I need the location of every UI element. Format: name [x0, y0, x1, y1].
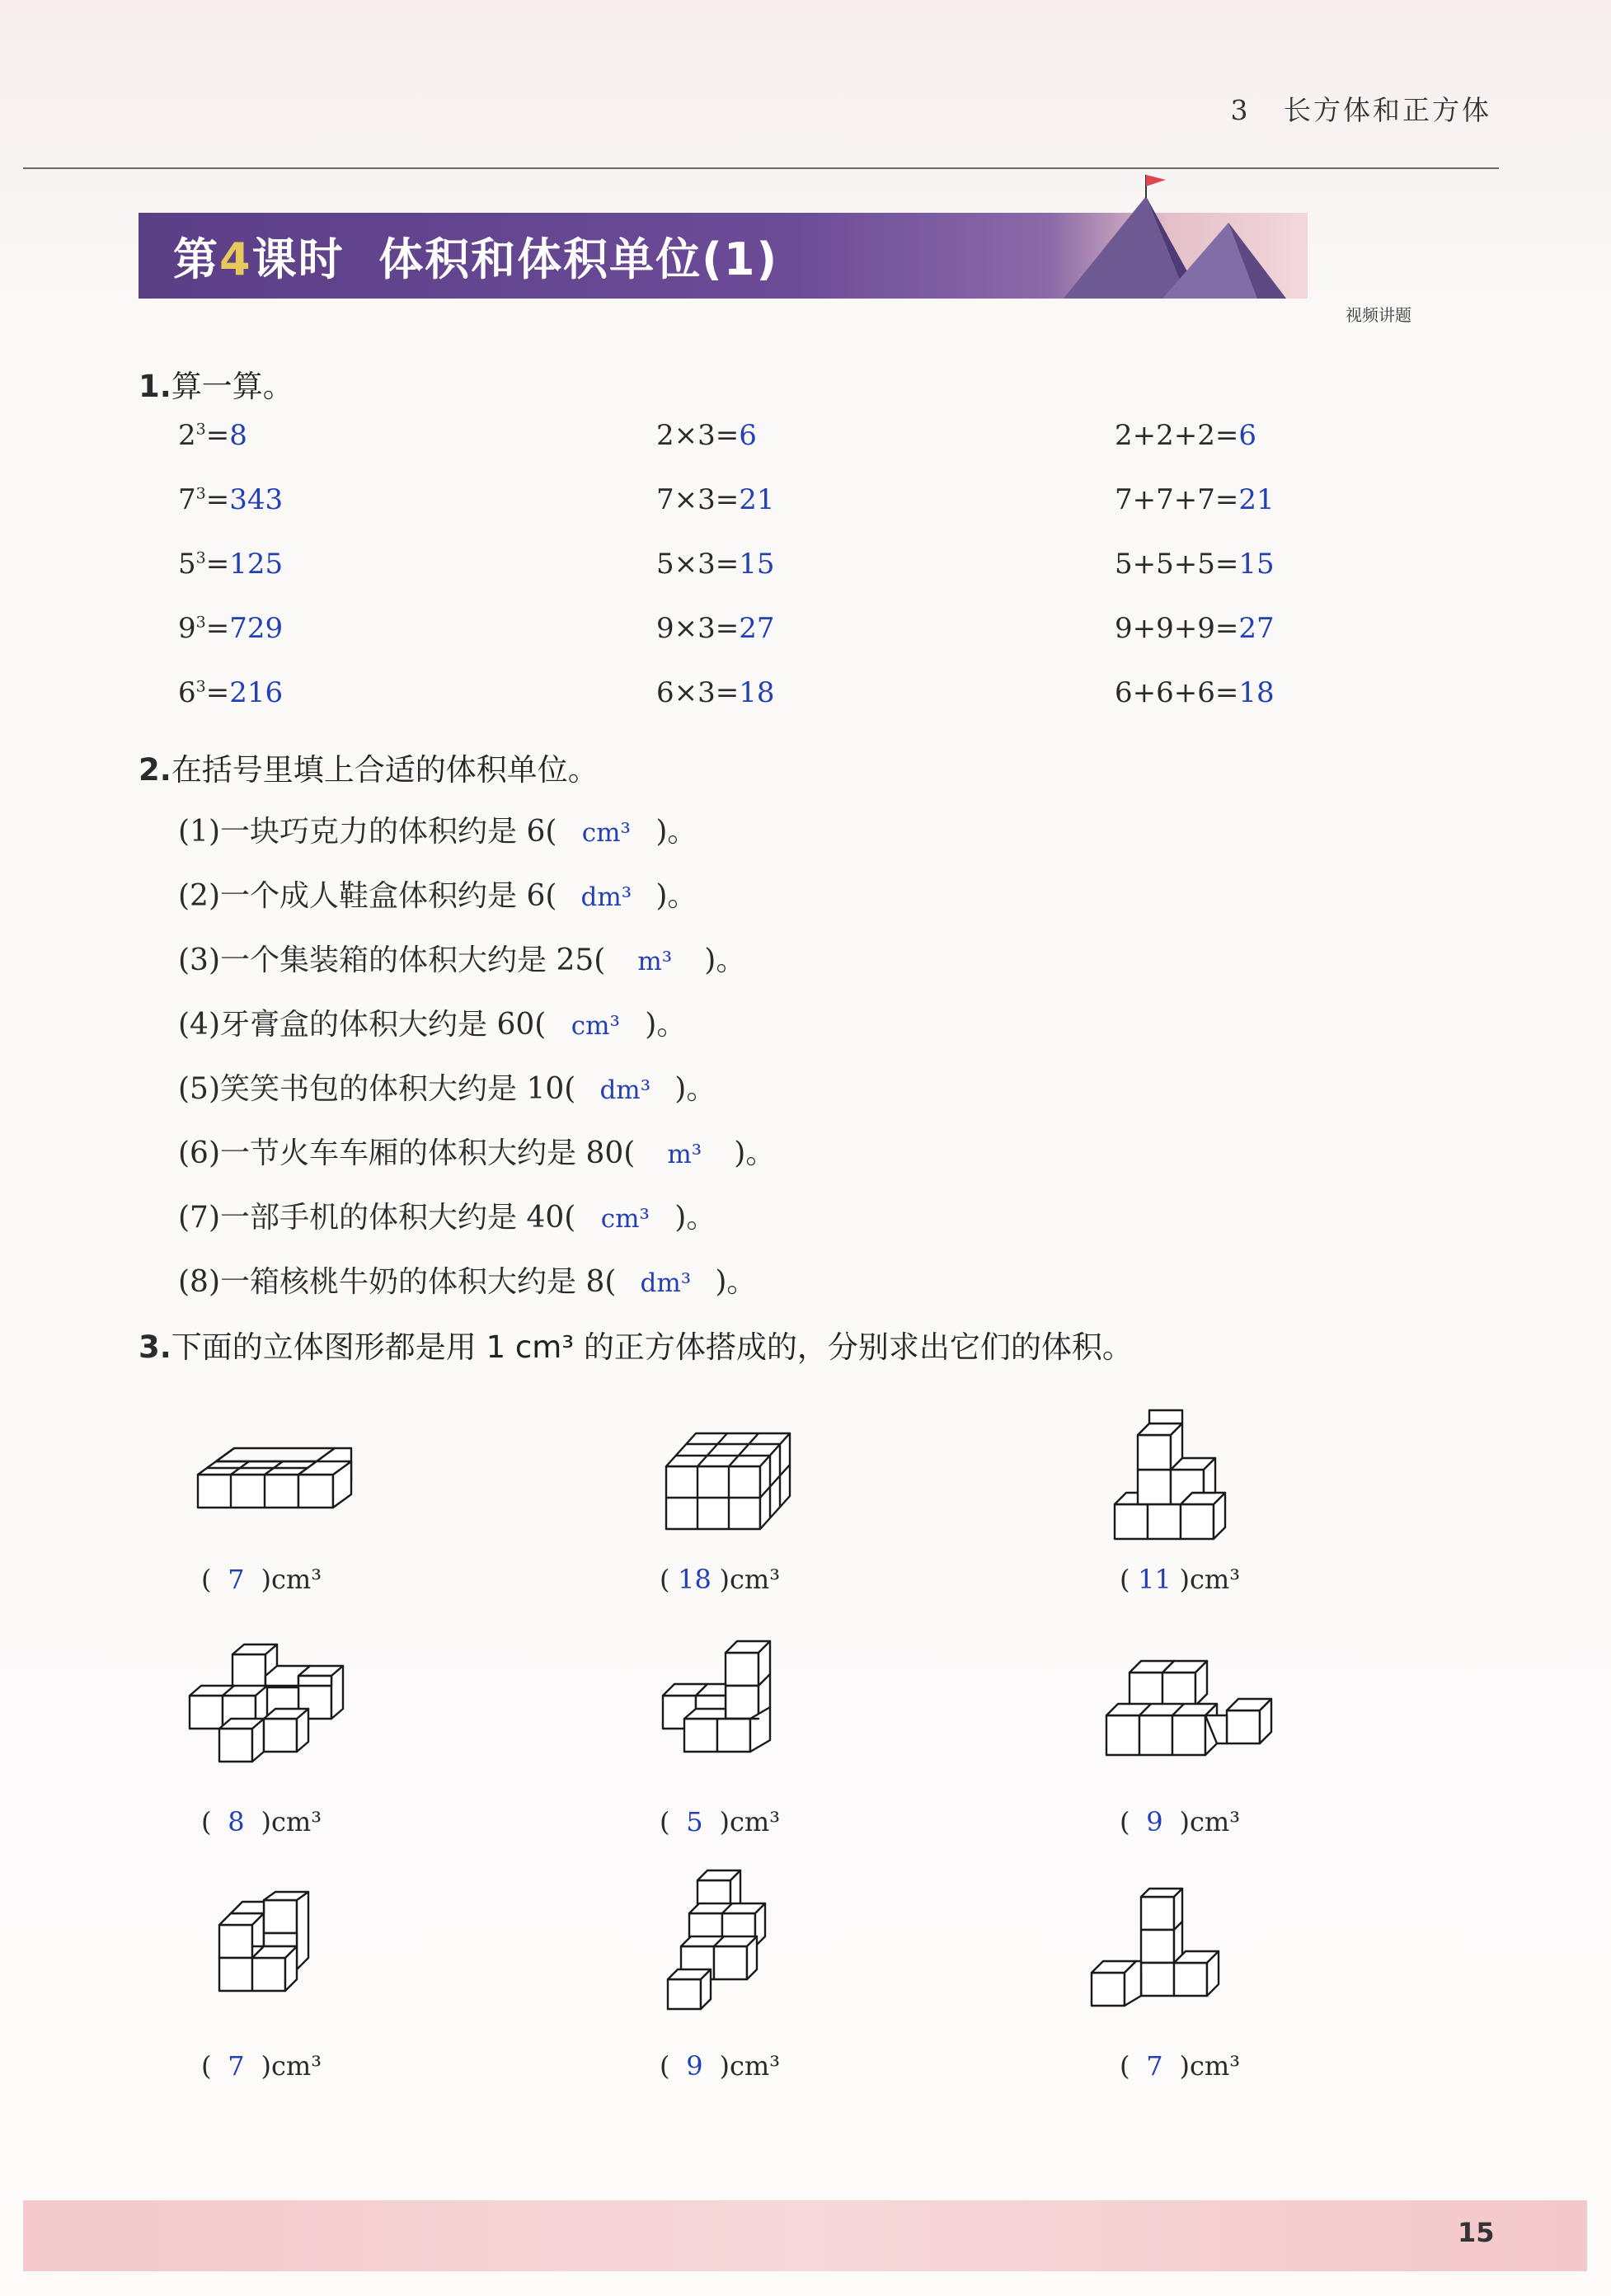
calc-item: 2×3=6 [656, 419, 757, 452]
volume-answer[interactable]: 5 [686, 1806, 703, 1837]
cube-caption: ( 8 )cm³ [201, 1806, 322, 1837]
calc-answer[interactable]: 18 [1238, 676, 1275, 709]
volume-answer[interactable]: 7 [1146, 2050, 1163, 2082]
volume-answer[interactable]: 18 [678, 1564, 712, 1595]
calc-item: 5×3=15 [656, 548, 775, 581]
running-head [1231, 89, 1491, 128]
unit-answer[interactable]: m³ [637, 947, 673, 976]
unit-fill-item: (7)一部手机的体积大约是 40( cm³ )。 [178, 1201, 716, 1235]
calc-answer[interactable]: 27 [739, 612, 775, 645]
calc-answer[interactable]: 6 [739, 419, 757, 452]
unit-answer[interactable]: m³ [667, 1140, 702, 1169]
calc-item: $5^3=125$ [178, 548, 284, 581]
chapter-title: 长方体和正方体 [1284, 94, 1491, 126]
calc-item: 6+6+6=18 [1115, 676, 1275, 709]
calc-answer[interactable]: 27 [1238, 612, 1275, 645]
calc-item: $7^3=343$ [178, 483, 284, 516]
lesson-title: 第4课时 体积和体积单位(1) [173, 233, 779, 285]
calc-item: $2^3=8$ [178, 419, 247, 452]
cube-figure-4 [186, 1643, 359, 1765]
cube-caption: ( 9 )cm³ [660, 2050, 781, 2082]
unit-answer[interactable]: cm³ [600, 1204, 650, 1234]
question-3-title: 3.下面的立体图形都是用 1 cm³ 的正方体搭成的，分别求出它们的体积。 [139, 1329, 1133, 1365]
cube-figure-8 [665, 1869, 796, 2014]
question-2-title: 2.在括号里填上合适的体积单位。 [139, 752, 599, 788]
calc-answer[interactable]: 6 [1238, 419, 1257, 452]
footer-band [23, 2200, 1587, 2271]
calc-answer[interactable]: 18 [739, 676, 775, 709]
calc-answer[interactable]: 21 [1238, 483, 1275, 516]
calc-answer[interactable]: 8 [229, 419, 247, 452]
cube-figure-1 [195, 1445, 359, 1527]
lesson-topic: 体积和体积单位(1) [378, 233, 779, 285]
calc-answer[interactable]: 125 [229, 548, 284, 581]
cube-caption: ( 18 )cm³ [660, 1564, 781, 1595]
mountain-flag-icon [1064, 173, 1311, 299]
cube-caption: ( 7 )cm³ [1120, 2050, 1241, 2082]
question-1-title: 1.算一算。 [139, 369, 294, 404]
cube-caption: ( 7 )cm³ [201, 1564, 322, 1595]
calc-item: 9+9+9=27 [1115, 612, 1275, 645]
lesson-number: 4 [219, 233, 252, 285]
volume-answer[interactable]: 7 [228, 1564, 245, 1595]
unit-answer[interactable]: dm³ [640, 1268, 692, 1298]
calc-item: 9×3=27 [656, 612, 775, 645]
calc-answer[interactable]: 15 [1238, 548, 1275, 581]
calc-answer[interactable]: 216 [229, 676, 284, 709]
cube-figure-9 [1088, 1879, 1253, 2019]
calc-item: $9^3=729$ [178, 612, 284, 645]
volume-answer[interactable]: 9 [1146, 1806, 1163, 1837]
cube-figure-5 [660, 1633, 791, 1765]
cube-caption: ( 11 )cm³ [1120, 1564, 1241, 1595]
unit-fill-item: (4)牙膏盒的体积大约是 60( cm³ )。 [178, 1008, 687, 1042]
cube-caption: ( 9 )cm³ [1120, 1806, 1241, 1837]
calc-item: 5+5+5=15 [1115, 548, 1275, 581]
unit-fill-item: (8)一箱核桃牛奶的体积大约是 8( dm³ )。 [178, 1265, 757, 1299]
unit-fill-item: (3)一个集装箱的体积大约是 25( m³ )。 [178, 943, 746, 977]
cube-figure-6 [1103, 1656, 1285, 1767]
cube-figure-2 [663, 1430, 795, 1534]
unit-fill-item: (5)笑笑书包的体积大约是 10( dm³ )。 [178, 1072, 716, 1106]
chapter-number: 3 [1230, 94, 1251, 126]
calc-answer[interactable]: 21 [739, 483, 775, 516]
calc-answer[interactable]: 15 [739, 548, 775, 581]
calc-answer[interactable]: 343 [229, 483, 284, 516]
cube-figure-7 [211, 1889, 343, 2012]
unit-fill-item: (1)一块巧克力的体积约是 6( cm³ )。 [178, 815, 697, 849]
cube-caption: ( 7 )cm³ [201, 2050, 322, 2082]
cube-figure-3 [1110, 1407, 1250, 1542]
volume-answer[interactable]: 7 [228, 2050, 245, 2082]
calc-answer[interactable]: 729 [229, 612, 284, 645]
calc-item: 6×3=18 [656, 676, 775, 709]
unit-answer[interactable]: dm³ [580, 882, 632, 912]
calc-item: $6^3=216$ [178, 676, 284, 709]
unit-fill-item: (2)一个成人鞋盒体积约是 6( dm³ )。 [178, 879, 697, 913]
calc-item: 7+7+7=21 [1115, 483, 1275, 516]
page-number: 15 [1458, 2217, 1495, 2248]
unit-answer[interactable]: cm³ [571, 1011, 620, 1041]
volume-answer[interactable]: 8 [228, 1806, 245, 1837]
volume-answer[interactable]: 11 [1138, 1564, 1172, 1595]
volume-answer[interactable]: 9 [686, 2050, 703, 2082]
unit-answer[interactable]: dm³ [599, 1075, 651, 1105]
cube-caption: ( 5 )cm³ [660, 1806, 781, 1837]
unit-fill-item: (6)一节火车车厢的体积大约是 80( m³ )。 [178, 1136, 776, 1170]
qr-label: 视频讲题 [1346, 305, 1411, 325]
unit-answer[interactable]: cm³ [581, 818, 631, 848]
header-rule [23, 167, 1499, 169]
calc-item: 7×3=21 [656, 483, 775, 516]
calc-item: 2+2+2=6 [1115, 419, 1257, 452]
